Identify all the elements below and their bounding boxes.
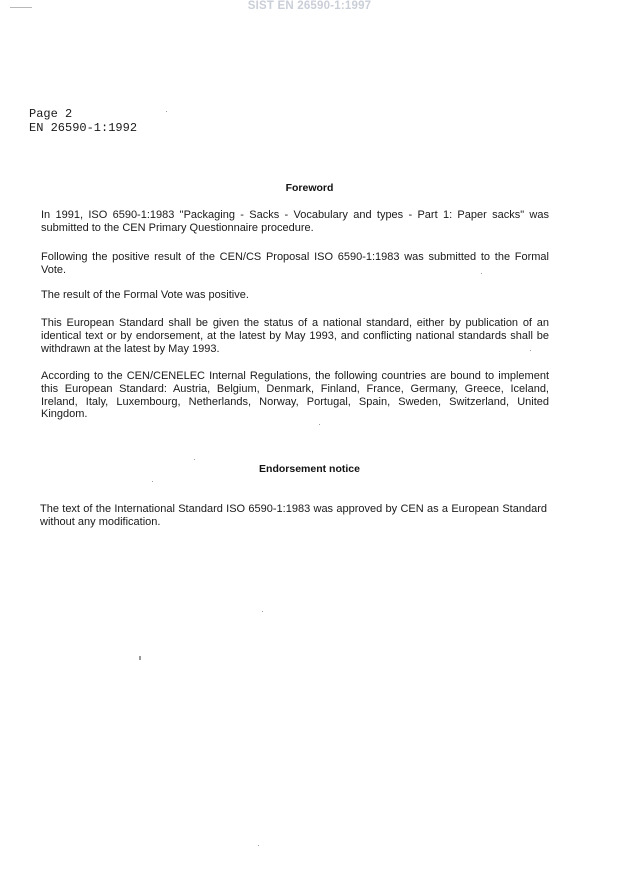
foreword-heading: Foreword [285,182,334,194]
scan-speck [530,350,531,351]
scan-speck [319,424,320,425]
endorsement-heading: Endorsement notice [259,463,360,475]
foreword-paragraph: This European Standard shall be given the status of a national standard, either by publication of an identical text or by endorsement, at the latest by May 1993, and conflicting national standards shall be withdrawn at the latest by May 1993. [41,317,549,355]
scan-speck [262,611,263,612]
standard-reference: EN 26590-1:1992 [29,120,138,135]
foreword-paragraph: According to the CEN/CENELEC Internal Regulations, the following countries are bound to implement this European Standard: Austria, Belgium, Denmark, Finland, France, Germany, Greece, Iceland, Ireland, Italy, Luxembourg, Netherlands, Norway, Portugal, Spain, Sweden, Switzerland, United Kingdom. [41,370,549,421]
foreword-paragraph: The result of the Formal Vote was positive. [41,289,249,301]
scan-speck [481,273,482,274]
scan-speck [258,845,259,846]
scan-speck [139,656,141,660]
scan-speck [194,459,195,460]
scan-corner-mark [10,7,32,8]
scan-speck [152,481,153,482]
watermark: SIST EN 26590-1:1997 [247,0,372,12]
page-header [29,108,137,135]
foreword-paragraph: In 1991, ISO 6590-1:1983 "Packaging - Sacks - Vocabulary and types - Part 1: Paper sacks" was submitted to the CEN Primary Questionnaire procedure. [41,209,549,234]
page-number: Page 2 [29,107,73,121]
endorsement-paragraph: The text of the International Standard ISO 6590-1:1983 was approved by CEN as a European Standard without any modification. [40,503,547,528]
foreword-paragraph: Following the positive result of the CEN/CS Proposal ISO 6590-1:1983 was submitted to the Formal Vote. [41,251,549,276]
scan-speck [166,111,167,112]
